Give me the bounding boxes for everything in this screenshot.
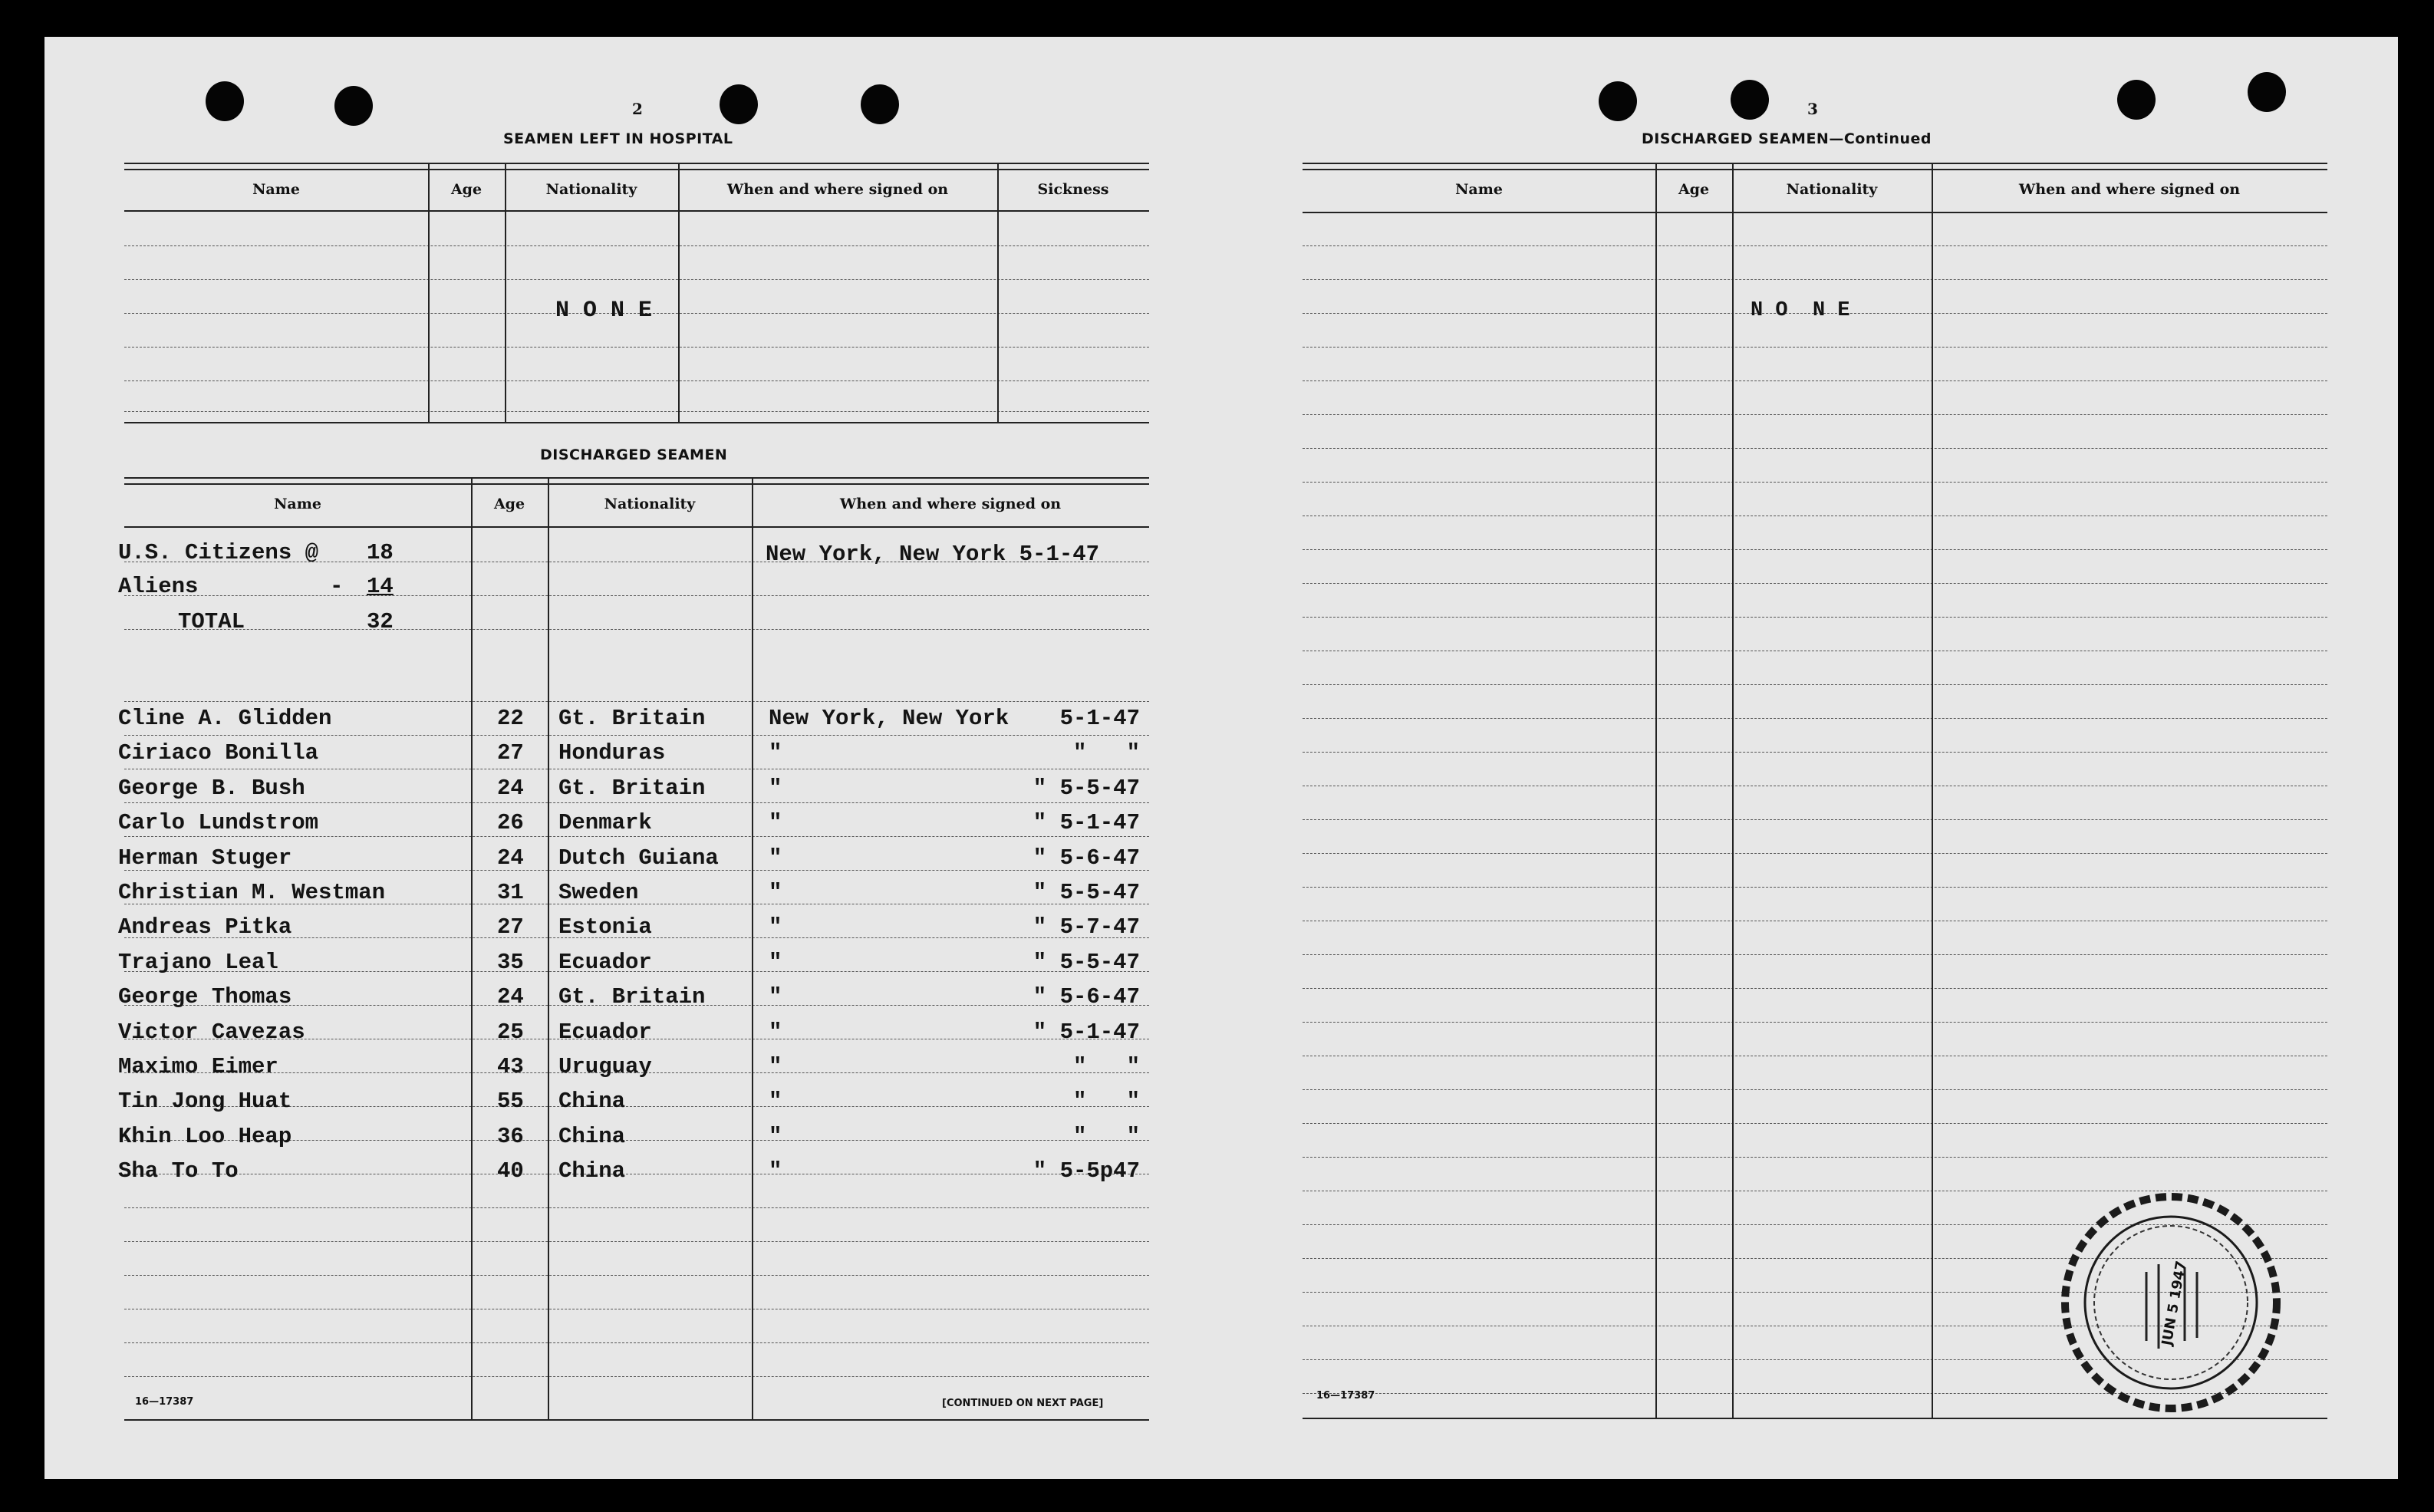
crew-nationality: Sweden: [558, 880, 639, 905]
crew-nationality: Ecuador: [558, 1020, 652, 1045]
crew-name: Andreas Pitka: [118, 914, 292, 940]
crew-name: George B. Bush: [118, 776, 305, 801]
page-number-left: 2: [632, 100, 643, 118]
page-number-right: 3: [1807, 100, 1818, 118]
punch-hole: [720, 84, 758, 124]
discharged-header-signed-on: When and where signed on: [839, 496, 1062, 512]
hospital-section-title: SEAMEN LEFT IN HOSPITAL: [503, 130, 733, 147]
crew-signed-where: ": [769, 950, 782, 975]
crew-signed-date: " 5-5-47: [1033, 776, 1140, 801]
crew-nationality: Gt. Britain: [558, 776, 706, 801]
crew-signed-where: ": [769, 984, 782, 1010]
hospital-table: [124, 163, 1149, 423]
us-citizens-label: U.S. Citizens @: [118, 540, 319, 565]
crew-name: Carlo Lundstrom: [118, 810, 319, 835]
hospital-header-age: Age: [450, 181, 483, 198]
continued-none-entry: N O N E: [1751, 299, 1850, 322]
discharged-table: [124, 477, 1149, 1421]
crew-signed-where: ": [769, 914, 782, 940]
crew-signed-where: ": [769, 810, 782, 835]
crew-name: Cline A. Glidden: [118, 706, 332, 731]
crew-signed-date: " ": [1072, 1124, 1140, 1149]
form-number-left: 16—17387: [135, 1396, 194, 1408]
crew-age: 24: [497, 984, 524, 1010]
crew-nationality: Gt. Britain: [558, 706, 706, 731]
crew-signed-date: " 5-5-47: [1033, 950, 1140, 975]
crew-signed-date: " ": [1072, 1089, 1140, 1114]
crew-age: 40: [497, 1158, 524, 1184]
punch-hole: [861, 84, 899, 124]
crew-age: 31: [497, 880, 524, 905]
us-citizens-count: 18: [367, 540, 394, 565]
crew-signed-date: " 5-6-47: [1033, 984, 1140, 1010]
hospital-none-entry: N O N E: [555, 298, 653, 324]
crew-nationality: Gt. Britain: [558, 984, 706, 1010]
discharged-header-age: Age: [493, 496, 525, 512]
continued-header-signed-on: When and where signed on: [2018, 181, 2241, 198]
hospital-header-name: Name: [252, 181, 300, 198]
continued-section-title: [1642, 130, 1932, 147]
crew-nationality: Estonia: [558, 914, 652, 940]
crew-age: 43: [497, 1054, 524, 1079]
stamp-date: JUN 5 1947: [2159, 1260, 2190, 1347]
punch-hole: [206, 81, 244, 121]
punch-hole: [1599, 81, 1637, 121]
continued-header-nationality: Nationality: [1786, 181, 1878, 198]
crew-age: 27: [497, 914, 524, 940]
continued-header-name: Name: [1455, 181, 1503, 198]
total-count: 32: [367, 609, 394, 634]
crew-signed-where: ": [769, 740, 782, 766]
punch-hole: [2248, 72, 2286, 112]
crew-age: 36: [497, 1124, 524, 1149]
continued-header-age: Age: [1678, 181, 1710, 198]
crew-signed-where: ": [769, 1124, 782, 1149]
crew-age: 22: [497, 706, 524, 731]
crew-nationality: Honduras: [558, 740, 666, 766]
crew-signed-date: " ": [1072, 1054, 1140, 1079]
crew-signed-date: " 5-1-47: [1033, 810, 1140, 835]
crew-age: 35: [497, 950, 524, 975]
crew-signed-where: ": [769, 1020, 782, 1045]
crew-signed-date: " 5-7-47: [1033, 914, 1140, 940]
discharged-section-title: DISCHARGED SEAMEN: [540, 446, 728, 463]
continued-title-suffix: —Continued: [1829, 130, 1932, 147]
punch-hole: [2117, 80, 2156, 120]
total-label: TOTAL: [178, 609, 245, 634]
crew-name: Christian M. Westman: [118, 880, 386, 905]
aliens-dash: -: [330, 574, 344, 599]
hospital-header-nationality: Nationality: [545, 181, 637, 198]
crew-age: 26: [497, 810, 524, 835]
crew-name: Sha To To: [118, 1158, 239, 1184]
punch-hole: [334, 86, 373, 126]
continued-title-main: DISCHARGED SEAMEN: [1642, 130, 1830, 147]
crew-name: Herman Stuger: [118, 845, 292, 871]
crew-signed-date: " 5-6-47: [1033, 845, 1140, 871]
crew-name: Khin Loo Heap: [118, 1124, 292, 1149]
crew-signed-where: ": [769, 845, 782, 871]
crew-nationality: Ecuador: [558, 950, 652, 975]
crew-signed-where: ": [769, 1054, 782, 1079]
hospital-header-sickness: Sickness: [1037, 181, 1109, 198]
crew-nationality: China: [558, 1158, 626, 1184]
hospital-header-signed-on: When and where signed on: [726, 181, 949, 198]
continued-note: [CONTINUED ON NEXT PAGE]: [942, 1398, 1104, 1409]
crew-signed-where: ": [769, 1158, 782, 1184]
crew-signed-where: New York, New York: [769, 706, 1010, 731]
crew-nationality: China: [558, 1124, 626, 1149]
crew-nationality: Dutch Guiana: [558, 845, 719, 871]
crew-age: 24: [497, 845, 524, 871]
discharged-header-name: Name: [274, 496, 321, 512]
crew-name: Ciriaco Bonilla: [118, 740, 319, 766]
crew-name: Trajano Leal: [118, 950, 278, 975]
crew-signed-where: ": [769, 880, 782, 905]
aliens-label: Aliens: [118, 574, 199, 599]
discharged-header-nationality: Nationality: [604, 496, 696, 512]
crew-signed-date: 5-1-47: [1059, 706, 1140, 731]
crew-name: George Thomas: [118, 984, 292, 1010]
crew-age: 24: [497, 776, 524, 801]
crew-nationality: Denmark: [558, 810, 652, 835]
manifest-sheet: [44, 37, 2398, 1479]
crew-signed-date: " 5-5p47: [1033, 1158, 1140, 1184]
crew-name: Tin Jong Huat: [118, 1089, 292, 1114]
crew-nationality: China: [558, 1089, 626, 1114]
postmark-stamp: [2056, 1188, 2286, 1418]
crew-signed-where: ": [769, 776, 782, 801]
crew-signed-date: " 5-1-47: [1033, 1020, 1140, 1045]
aliens-count: 14: [367, 574, 394, 599]
crew-name: Maximo Eimer: [118, 1054, 278, 1079]
crew-age: 27: [497, 740, 524, 766]
crew-signed-date: " ": [1072, 740, 1140, 766]
crew-name: Victor Cavezas: [118, 1020, 305, 1045]
crew-age: 55: [497, 1089, 524, 1114]
summary-signed-on: New York, New York 5-1-47: [766, 542, 1100, 567]
crew-nationality: Uruguay: [558, 1054, 652, 1079]
punch-hole: [1731, 80, 1769, 120]
crew-signed-where: ": [769, 1089, 782, 1114]
crew-age: 25: [497, 1020, 524, 1045]
form-number-right: 16—17387: [1316, 1390, 1375, 1402]
crew-signed-date: " 5-5-47: [1033, 880, 1140, 905]
